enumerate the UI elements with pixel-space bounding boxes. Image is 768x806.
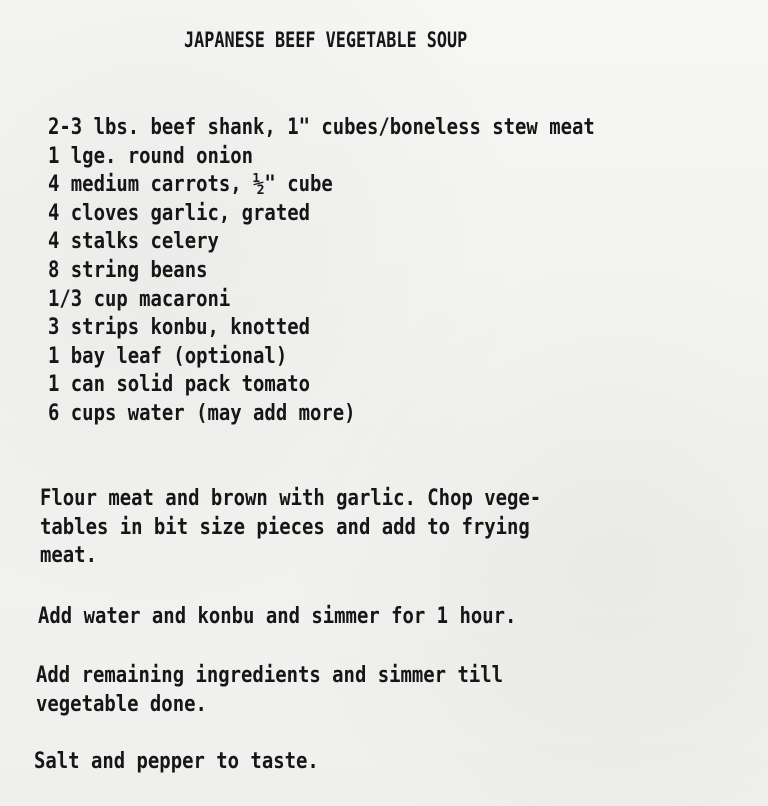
ingredient-item: 1 can solid pack tomato [48,372,310,398]
instruction-line: Add remaining ingredients and simmer till [36,663,504,688]
instruction-step [38,603,516,632]
ingredient-item: 4 stalks celery [48,229,219,255]
recipe-title: JAPANESE BEEF VEGETABLE SOUP [184,28,468,52]
ingredient-item: 4 medium carrots, ½" cube [48,172,333,198]
ingredient-item: 2-3 lbs. beef shank, 1" cubes/boneless stew meat [48,115,595,140]
ingredient-item: 4 cloves garlic, grated [48,200,310,226]
ingredient-item: 3 strips konbu, knotted [48,315,310,341]
instruction-line: tables in bit size pieces and add to frying [40,514,530,540]
instruction-line: Add water and konbu and simmer for 1 hour. [38,604,517,629]
instruction-line: Flour meat and brown with garlic. Chop vege- [40,486,542,511]
ingredient-item: 6 cups water (may add more) [48,400,356,426]
instruction-step [36,662,503,719]
ingredient-list [48,114,684,429]
instruction-step [34,748,319,777]
ingredient-item: 8 string beans [48,257,208,283]
instruction-line: vegetable done. [36,691,207,717]
instruction-step [40,485,541,571]
ingredient-item: 1 bay leaf (optional) [48,343,288,369]
instruction-line: Salt and pepper to taste. [34,749,319,774]
ingredient-item: 1 lge. round onion [48,143,254,169]
instruction-line: meat. [40,543,97,568]
ingredient-item: 1/3 cup macaroni [48,286,231,312]
